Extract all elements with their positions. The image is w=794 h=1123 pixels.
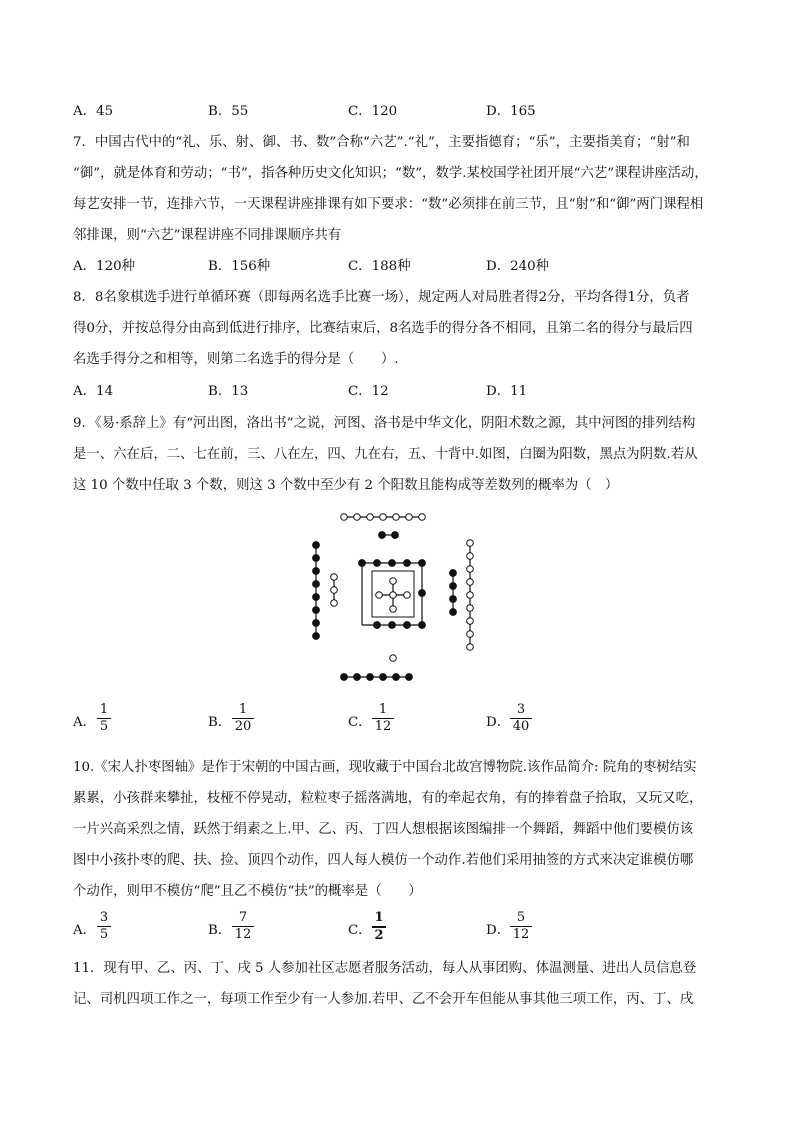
q8-text-line: 名选手得分之和相等，则第二名选手的得分是（ ）. <box>73 352 399 367</box>
option-label: C． <box>348 923 372 938</box>
q10-option-d[interactable] <box>486 908 546 948</box>
q10-option-b[interactable] <box>208 908 268 948</box>
white-dot <box>467 553 474 560</box>
white-dot <box>341 514 348 521</box>
black-dot <box>374 560 381 567</box>
fraction <box>97 702 111 735</box>
denominator: 2 <box>374 928 384 943</box>
white-dot <box>376 592 383 599</box>
white-dot <box>354 514 361 521</box>
q7-option-a[interactable]: A．120种 <box>73 259 136 274</box>
black-dot <box>313 607 320 614</box>
q9-text-line: 这 10 个数中任取 3 个数，则这 3 个数中至少有 2 个阳数且能构成等差数列的概率为（ ） <box>73 478 619 493</box>
denominator: 12 <box>374 719 392 734</box>
q8-option-b[interactable]: B．13 <box>208 384 249 399</box>
white-dot <box>390 606 397 613</box>
fraction <box>510 910 532 943</box>
numerator: 1 <box>238 702 248 717</box>
q8-text-line: 得0分，并按总得分由高到低进行排序，比赛结束后，8名选手的得分各不相同，且第二名的得分与最后四 <box>73 321 693 336</box>
black-dot <box>419 560 426 567</box>
black-dot <box>404 560 411 567</box>
q7-text-line: 7．中国古代中的“礼、乐、射、御、书、数”合称“六艺”.“礼”，主要指德育；“乐”，主要指美育；“射”和 <box>73 135 690 150</box>
black-dot <box>379 532 386 539</box>
black-dot <box>354 674 361 681</box>
white-dot <box>467 644 474 651</box>
numerator: 3 <box>516 702 526 717</box>
q8-option-c[interactable]: C．12 <box>348 384 389 399</box>
black-dot <box>313 594 320 601</box>
q10-text-line: 10.《宋人扑枣图轴》是作于宋朝的中国古画，现收藏于中国台北故宫博物院.该作品简介: 院角的枣树结实 <box>73 760 697 775</box>
black-dot <box>313 542 320 549</box>
option-label: D． <box>486 715 511 730</box>
black-dot <box>313 581 320 588</box>
fraction <box>372 910 386 944</box>
q7-option-d[interactable]: D．240种 <box>486 259 550 274</box>
q10-text-line: 累累，小孩群来攀扯，枝桠不停晃动，粒粒枣子摇落满地，有的牵起衣角，有的捧着盘子拾取，又玩又吃， <box>73 791 703 806</box>
option-label: B． <box>208 715 232 730</box>
white-dot <box>390 578 397 585</box>
black-dot <box>450 583 457 590</box>
white-dot <box>390 592 397 599</box>
denominator: 20 <box>234 719 252 734</box>
denominator: 5 <box>99 719 109 734</box>
numerator: 7 <box>238 910 248 925</box>
q7-text-line: 每艺安排一节，连排六节，一天课程讲座排课有如下要求：“数”必须排在前三节，且“射”和“御”两门课程相 <box>73 197 704 212</box>
fraction <box>97 910 111 943</box>
option-label: D． <box>486 923 511 938</box>
white-dot <box>380 514 387 521</box>
q6-option-d[interactable]: D．165 <box>486 104 536 119</box>
white-dot <box>331 600 338 607</box>
white-dot <box>393 514 400 521</box>
black-dot <box>380 674 387 681</box>
white-dot <box>467 579 474 586</box>
denominator: 12 <box>234 927 252 942</box>
q9-text-line: 是一、六在后，二、七在前，三、八在左，四、九在右，五、十背中.如图，白圈为阳数，黑点为阴数.若从 <box>73 447 698 462</box>
black-dot <box>392 532 399 539</box>
numerator: 1 <box>378 702 388 717</box>
numerator: 3 <box>99 910 109 925</box>
q8-text-line: 8．8名象棋选手进行单循环赛（即每两名选手比赛一场），规定两人对局胜者得2分，平均各得1分，负者 <box>73 290 690 305</box>
black-dot <box>450 596 457 603</box>
q10-option-a[interactable] <box>73 908 133 948</box>
denominator: 5 <box>99 927 109 942</box>
black-dot <box>313 633 320 640</box>
denominator: 40 <box>512 719 530 734</box>
q9-option-a[interactable] <box>73 700 133 740</box>
black-dot <box>419 622 426 629</box>
q10-text-line: 个动作，则甲不模仿“爬”且乙不模仿“扶”的概率是（ ） <box>73 884 422 899</box>
q11-text-line: 记、司机四项工作之一，每项工作至少有一人参加.若甲、乙不会开车但能从事其他三项工作，丙、丁、戌 <box>73 992 694 1007</box>
q9-option-b[interactable] <box>208 700 268 740</box>
numerator: 5 <box>516 910 526 925</box>
white-dot <box>467 618 474 625</box>
fraction <box>510 702 532 735</box>
q9-option-d[interactable] <box>486 700 546 740</box>
fraction <box>372 702 394 735</box>
white-dot <box>406 514 413 521</box>
black-dot <box>389 560 396 567</box>
white-dot <box>467 540 474 547</box>
white-dot <box>467 592 474 599</box>
black-dot <box>313 568 320 575</box>
q10-text-line: 图中小孩扑枣的爬、扶、捡、顶四个动作，四人每人模仿一个动作.若他们采用抽签的方式来决定谁模仿哪 <box>73 853 694 868</box>
white-dot <box>467 605 474 612</box>
q7-option-c[interactable]: C．188种 <box>348 259 411 274</box>
numerator: 1 <box>99 702 109 717</box>
fraction <box>232 702 254 735</box>
white-dot <box>467 566 474 573</box>
q9-text-line: 9．《易·系辞上》有“河出图，洛出书”之说，河图、洛书是中华文化，阴阳术数之源，其中河图的排列结构 <box>73 416 696 431</box>
option-label: B． <box>208 923 232 938</box>
q6-option-c[interactable]: C．120 <box>348 104 398 119</box>
denominator: 12 <box>512 927 530 942</box>
q7-option-b[interactable]: B．156种 <box>208 259 271 274</box>
white-dot <box>390 655 397 662</box>
black-dot <box>374 622 381 629</box>
q10-option-c[interactable] <box>348 908 408 948</box>
black-dot <box>393 674 400 681</box>
hetu-diagram <box>300 505 490 695</box>
fraction <box>232 910 254 943</box>
white-dot <box>404 592 411 599</box>
option-label: A． <box>73 715 97 730</box>
black-dot <box>359 560 366 567</box>
black-dot <box>450 570 457 577</box>
black-dot <box>341 674 348 681</box>
option-label: A． <box>73 923 97 938</box>
q6-option-b[interactable]: B．55 <box>208 104 249 119</box>
black-dot <box>450 609 457 616</box>
black-dot <box>406 674 413 681</box>
q8-option-d[interactable]: D．11 <box>486 384 528 399</box>
black-dot <box>313 555 320 562</box>
q6-option-a[interactable]: A．45 <box>73 104 114 119</box>
option-label: C． <box>348 715 372 730</box>
q10-text-line: 一片兴高采烈之情，跃然于绢素之上.甲、乙、丙、丁四人想根据该图编排一个舞蹈，舞蹈中他们要模仿该 <box>73 822 694 837</box>
q7-text-line: “御”，就是体育和劳动；“书”，指各种历史文化知识；“数”，数学.某校国学社团开展“六艺”课程讲座活动， <box>73 166 708 181</box>
white-dot <box>331 587 338 594</box>
q7-text-line: 邻排课，则“六艺”课程讲座不同排课顺序共有 <box>73 228 342 243</box>
white-dot <box>467 631 474 638</box>
black-dot <box>367 674 374 681</box>
black-dot <box>389 622 396 629</box>
q8-option-a[interactable]: A．14 <box>73 384 114 399</box>
black-dot <box>313 620 320 627</box>
white-dot <box>331 574 338 581</box>
black-dot <box>419 590 426 597</box>
q11-text-line: 11．现有甲、乙、丙、丁、戌 5 人参加社区志愿者服务活动，每人从事团购、体温测量、进出人员信息登 <box>73 961 697 976</box>
numerator: 1 <box>374 910 384 925</box>
white-dot <box>367 514 374 521</box>
q9-option-c[interactable] <box>348 700 408 740</box>
white-dot <box>419 514 426 521</box>
black-dot <box>404 622 411 629</box>
